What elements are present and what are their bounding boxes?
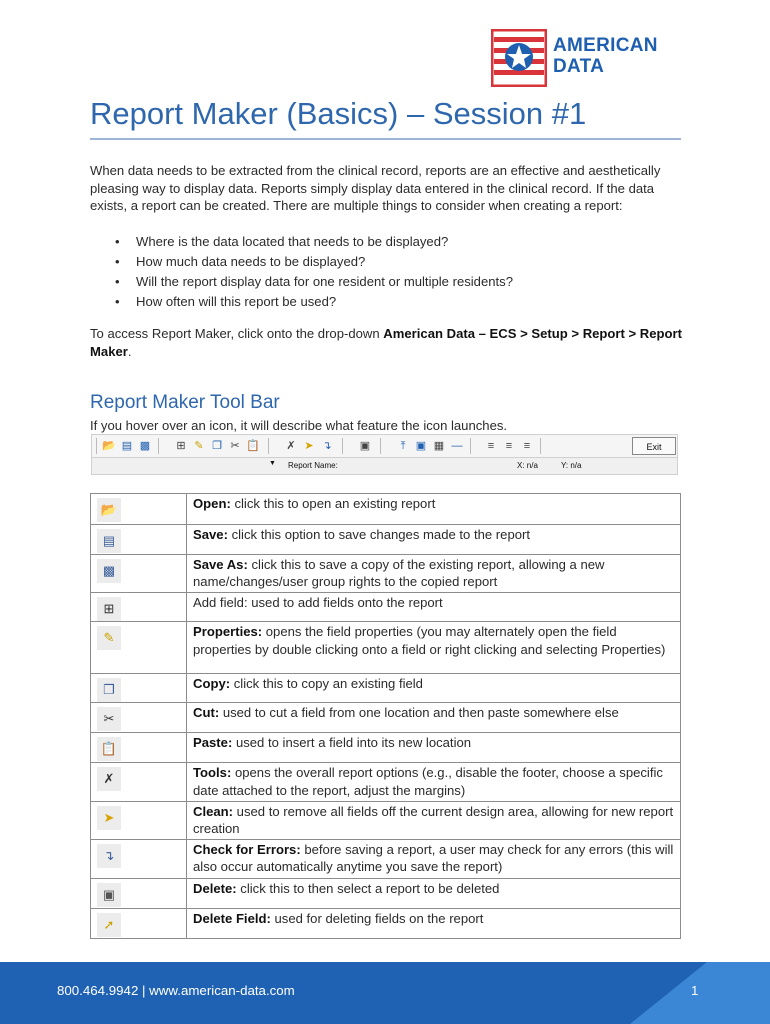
toolbar-separator (470, 438, 471, 454)
report-name-label: Report Name: (288, 461, 338, 470)
delete-field-icon: ➚ (97, 913, 121, 937)
tool-name: Clean: (193, 803, 234, 819)
star-flag-icon (491, 29, 547, 87)
intro-paragraph: When data needs to be extracted from the clinical record, reports are an effective and aesthetically pleasing way to display data. Reports simply display data entered in the clinical record. If the data exists, a report can be created. There are multiple things to consider when creating a report: (90, 163, 661, 214)
list-item: • Will the report display data for one resident or multiple residents? (112, 272, 513, 292)
tool-name: Save: (193, 527, 228, 542)
toolbar-separator (342, 438, 343, 454)
report-name-bar (91, 458, 678, 475)
save-icon[interactable]: ▤ (121, 440, 133, 452)
paste-icon[interactable]: 📋 (246, 440, 260, 452)
tool-name: Properties: (193, 624, 263, 640)
tool-description-table (90, 493, 681, 939)
tool-name: Delete: (193, 880, 237, 896)
toolbar-separator (96, 438, 97, 454)
toolbar-separator (380, 438, 381, 454)
tool-name: Copy: (193, 676, 231, 692)
footer-accent-shape (630, 962, 770, 1024)
align-left-icon[interactable]: ≡ (487, 440, 495, 452)
tool-desc: used to remove all fields off the current design area, allowing for new report creation (193, 803, 674, 837)
consideration-list (112, 232, 513, 312)
table-row (91, 840, 681, 878)
tool-desc: before saving a report, a user may check for any errors (this will also occur automatically anytime you save the report) (193, 842, 674, 875)
clean-icon: ➤ (97, 806, 121, 830)
paste-icon: 📋 (97, 737, 121, 761)
toolbar-separator (158, 438, 159, 454)
exit-button[interactable]: Exit (632, 437, 676, 455)
footer-contact: 800.464.9942 | www.american-data.com (57, 983, 295, 998)
tool-desc: used to insert a field into its new location (232, 735, 472, 751)
tool-desc: click this to save a copy of the existing report, allowing a new name/changes/user group rights to the copied report (193, 557, 605, 590)
tool-name: Tools: (193, 765, 232, 781)
logo-word-american: AMERICAN (553, 35, 658, 56)
copy-icon[interactable]: ❐ (212, 440, 222, 452)
check-errors-icon: ↴ (97, 844, 121, 868)
page-title: Report Maker (Basics) – Session #1 (90, 96, 587, 131)
open-icon: 📂 (97, 498, 121, 522)
access-prefix: To access Report Maker, click onto the drop-down (90, 326, 384, 341)
toolbar-separator (268, 438, 269, 454)
save-as-icon: ▩ (97, 559, 121, 583)
cut-icon: ✂ (97, 707, 121, 731)
menu-path: American Data – ECS > Setup > Report > Report Maker (90, 326, 682, 359)
access-suffix: . (127, 343, 132, 359)
properties-icon: ✎ (97, 626, 121, 650)
tools-icon[interactable]: ✗ (286, 440, 296, 452)
delete-icon[interactable]: ▣ (359, 440, 371, 452)
tool-desc: opens the overall report options (e.g., disable the footer, choose a specific date attached to the report, adjust the margins) (193, 765, 663, 798)
line-icon[interactable]: — (451, 440, 463, 452)
table-row (91, 733, 681, 763)
table-row (91, 878, 681, 908)
tool-name: Cut: (193, 705, 220, 721)
tool-name: Open: (193, 496, 231, 511)
tool-desc: click this to copy an existing field (230, 676, 423, 692)
access-instructions (90, 325, 682, 360)
table-row (91, 622, 681, 674)
tool-desc: click this to open an existing report (230, 496, 436, 511)
cut-icon[interactable]: ✂ (230, 440, 240, 452)
align-center-icon[interactable]: ≡ (505, 440, 513, 452)
tool-desc: click this option to save changes made to the report (227, 527, 531, 542)
tool-desc: click this to then select a report to be deleted (236, 880, 500, 896)
save-as-icon[interactable]: ▩ (139, 440, 151, 452)
toolbar-separator (540, 438, 541, 454)
tool-name: Check for Errors: (193, 842, 301, 858)
properties-icon[interactable]: ✎ (194, 440, 204, 452)
copy-icon: ❐ (97, 678, 121, 702)
table-row (91, 593, 681, 622)
add-field-icon[interactable]: ⊞ (176, 440, 186, 452)
add-field-icon: ⊞ (97, 597, 121, 621)
list-item: • How much data needs to be displayed? (112, 252, 513, 272)
tool-desc: Add field: used to add fields onto the report (193, 595, 443, 611)
table-row (91, 525, 681, 555)
logo-word-data: DATA (553, 56, 605, 77)
list-item: • Where is the data located that needs to be displayed? (112, 232, 513, 252)
open-icon[interactable]: 📂 (102, 440, 116, 452)
table-row (91, 674, 681, 703)
tool-name: Save As: (193, 557, 248, 572)
list-item: • How often will this report be used? (112, 292, 513, 312)
y-coordinate: Y: n/a (561, 461, 582, 470)
report-maker-toolbar (91, 434, 678, 458)
table-row (91, 494, 681, 525)
tool-desc: used to cut a field from one location and then paste somewhere else (219, 705, 619, 721)
chevron-down-icon[interactable]: ▼ (269, 460, 276, 467)
clean-icon[interactable]: ➤ (304, 440, 314, 452)
align-icon[interactable]: ▦ (433, 440, 445, 452)
table-row (91, 763, 681, 801)
tool-name: Delete Field: (193, 910, 271, 926)
x-coordinate: X: n/a (517, 461, 538, 470)
american-data-logo (491, 29, 681, 89)
section-heading: Report Maker Tool Bar (90, 392, 280, 413)
tool-desc: used for deleting fields on the report (270, 910, 484, 926)
page-footer (0, 962, 770, 1024)
delete-icon: ▣ (97, 883, 121, 907)
align-right-icon[interactable]: ≡ (523, 440, 531, 452)
tools-icon: ✗ (97, 767, 121, 791)
tool-desc: opens the field properties (you may alternately open the field properties by double clicking onto a field or right clicking and selecting Properties) (193, 624, 666, 657)
table-row (91, 555, 681, 593)
table-row (91, 703, 681, 733)
page-number: 1 (691, 983, 699, 998)
table-row (91, 908, 681, 938)
title-divider (90, 138, 681, 140)
tool-name: Paste: (193, 735, 233, 751)
bring-front-icon[interactable]: ⤒ (400, 440, 406, 452)
hover-hint: If you hover over an icon, it will describe what feature the icon launches. (90, 418, 508, 433)
save-icon: ▤ (97, 529, 121, 553)
table-row (91, 801, 681, 839)
send-back-icon[interactable]: ▣ (415, 440, 427, 452)
check-errors-icon[interactable]: ↴ (322, 440, 332, 452)
